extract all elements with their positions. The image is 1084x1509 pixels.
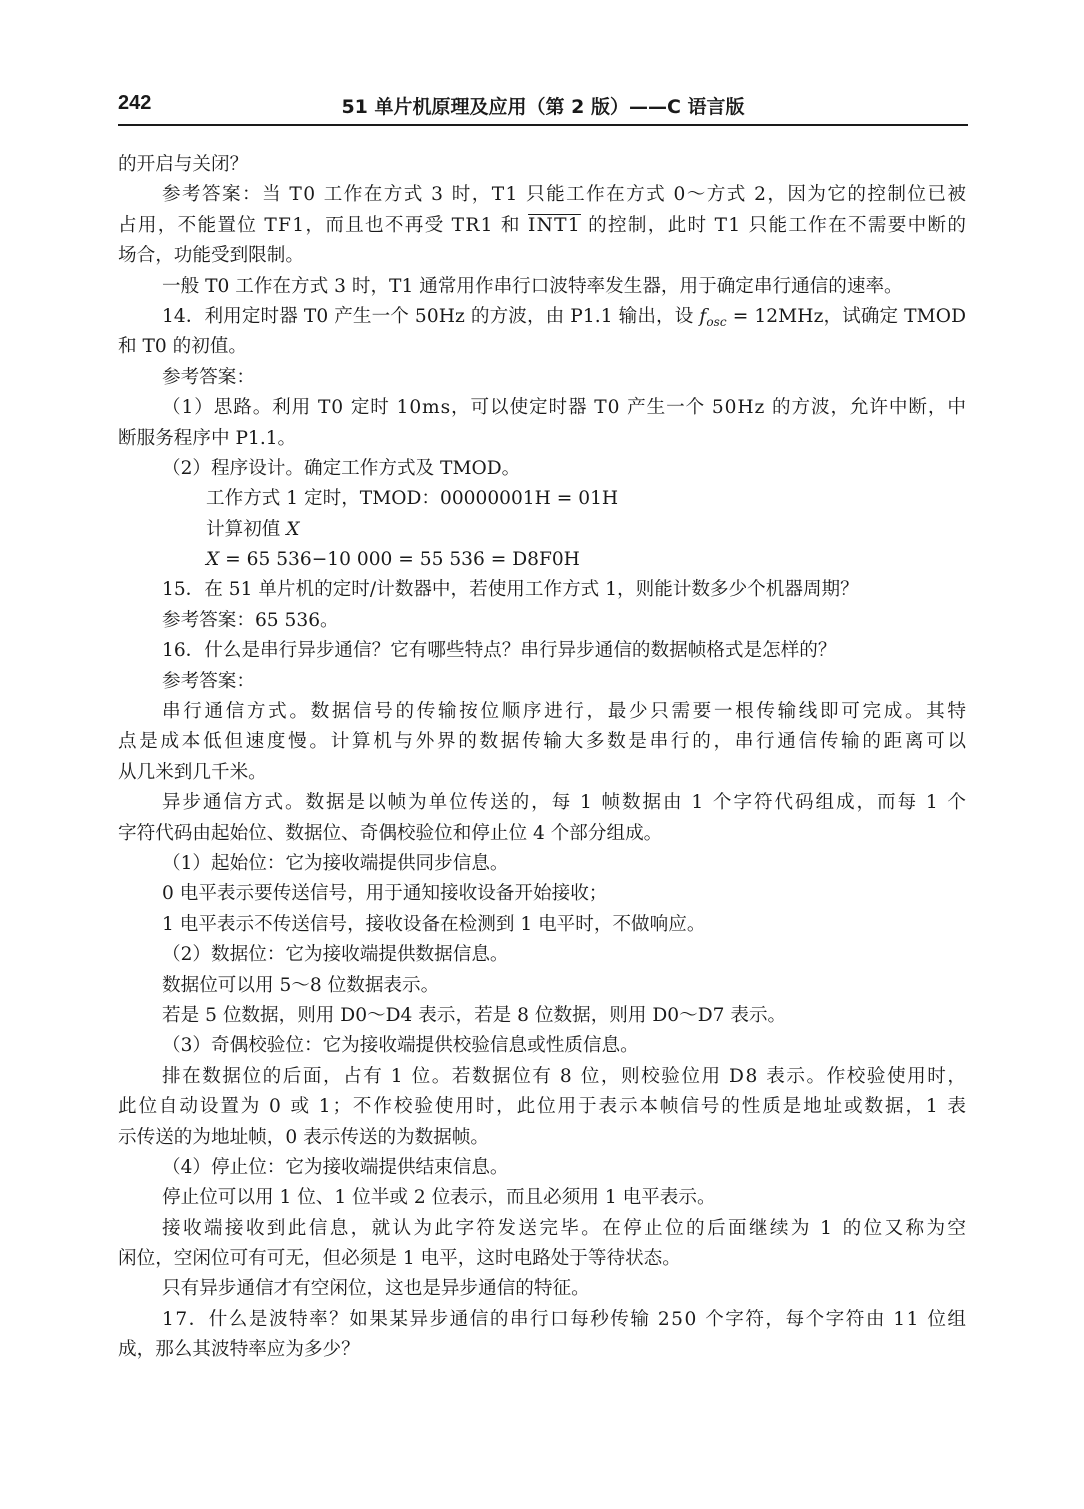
line-segment: （1）思路。利用 T0 定时 10ms，可以使定时器 T0 产生一个 50Hz 的方波，允许中断，中 — [162, 397, 967, 419]
line-segment: （3）奇偶校验位：它为接收端提供校验信息或性质信息。 — [162, 1035, 639, 1057]
text-line — [118, 727, 969, 757]
line-text — [162, 697, 969, 727]
line-segment: （2）程序设计。确定工作方式及 TMOD。 — [162, 457, 521, 479]
line-text — [118, 758, 267, 788]
text-line — [118, 819, 966, 849]
line-text — [162, 1031, 639, 1061]
text-line — [118, 454, 966, 484]
line-text — [162, 393, 967, 423]
line-text — [118, 1244, 681, 1274]
line-segment: 工作方式 1 定时，TMOD：00000001H = 01H — [206, 488, 619, 510]
line-text — [118, 727, 969, 757]
line-segment: 的开启与关闭？ — [118, 154, 249, 175]
line-text — [118, 1123, 489, 1153]
text-line — [118, 697, 969, 727]
line-text — [118, 332, 247, 362]
line-segment: 接收端接收到此信息，就认为此字符发送完毕。在停止位的后面继续为 1 的位又称为空 — [162, 1217, 969, 1239]
line-segment: 字符代码由起始位、数据位、奇偶校验位和停止位 4 个部分组成。 — [118, 822, 663, 844]
line-text — [118, 241, 304, 271]
line-segment: （2）数据位：它为接收端提供数据信息。 — [162, 944, 509, 966]
line-segment: 的控制，此时 T1 只能工作在不需要中断的 — [580, 214, 968, 236]
text-line — [118, 424, 966, 454]
text-line — [118, 272, 966, 302]
line-text — [206, 484, 618, 514]
line-segment: （4）停止位：它为接收端提供结束信息。 — [162, 1156, 509, 1178]
line-text — [162, 454, 520, 484]
math-variable: X — [206, 549, 220, 571]
line-text — [162, 1001, 786, 1031]
text-line — [118, 667, 966, 697]
text-line — [118, 1092, 966, 1122]
text-line — [118, 302, 966, 332]
line-segment: 此位自动设置为 0 或 1；不作校验使用时，此位用于表示本帧信号的性质是地址或数据，1 表 — [118, 1096, 968, 1118]
line-text — [162, 1274, 590, 1304]
line-segment: 14．利用定时器 T0 产生一个 50Hz 的方波，由 P1.1 输出，设 — [162, 305, 700, 327]
line-segment: 占用，不能置位 TF1，而且也不再受 TR1 和 — [118, 214, 528, 236]
text-line — [118, 1305, 966, 1335]
text-line — [118, 1274, 966, 1304]
math-variable: f — [699, 305, 707, 327]
running-title: 51 单片机原理及应用（第 2 版）——C 语言版 — [341, 96, 745, 118]
line-segment: 15．在 51 单片机的定时/计数器中，若使用工作方式 1，则能计数多少个机器周期？ — [162, 579, 859, 601]
line-text — [206, 515, 300, 545]
text-line — [118, 1062, 966, 1092]
page-body — [118, 150, 969, 1366]
line-segment: 数据位可以用 5～8 位数据表示。 — [162, 974, 440, 996]
line-segment: 成，那么其波特率应为多少？ — [118, 1339, 360, 1361]
line-segment: 只有异步通信才有空闲位，这也是异步通信的特征。 — [162, 1278, 590, 1300]
line-segment: 参考答案： — [162, 366, 255, 388]
math-variable: X — [286, 518, 300, 540]
text-line — [118, 332, 966, 362]
text-line — [118, 788, 966, 818]
text-line — [118, 758, 966, 788]
line-text — [206, 545, 580, 575]
line-text — [162, 788, 968, 818]
line-text — [162, 1062, 968, 1092]
line-segment: 参考答案：当 T0 工作在方式 3 时，T1 只能工作在方式 0～方式 2，因为它的控制位已被 — [162, 184, 968, 206]
line-text — [118, 819, 662, 849]
line-segment: 一般 T0 工作在方式 3 时，T1 通常用作串行口波特率发生器，用于确定串行通信的速率。 — [162, 275, 903, 297]
subscript: osc — [706, 314, 727, 329]
line-segment: 若是 5 位数据，则用 D0～D4 表示，若是 8 位数据，则用 D0～D7 表示。 — [162, 1004, 787, 1026]
line-segment: 串行通信方式。数据信号的传输按位顺序进行，最少只需要一根传输线即可完成。其特 — [162, 701, 969, 723]
text-line — [118, 545, 966, 575]
line-segment: 参考答案：65 536。 — [162, 609, 339, 631]
text-line — [118, 211, 966, 241]
line-segment: = 65 536−10 000 = 55 536 = D8F0H — [219, 549, 580, 571]
line-text — [162, 1214, 968, 1244]
text-line — [118, 910, 966, 940]
line-text — [162, 667, 255, 697]
line-text — [118, 150, 248, 180]
page-number: 242 — [118, 92, 152, 114]
line-segment: 排在数据位的后面，占有 1 位。若数据位有 8 位，则校验位用 D8 表示。作校验使用时， — [162, 1065, 968, 1087]
line-text — [162, 272, 903, 302]
line-text — [162, 940, 509, 970]
text-line — [118, 1244, 966, 1274]
page-header — [118, 88, 968, 126]
line-segment: 点是成本低但速度慢。计算机与外界的数据传输大多数是串行的，串行通信传输的距离可以 — [118, 731, 969, 753]
line-text — [162, 1183, 716, 1213]
text-line — [118, 1153, 966, 1183]
line-text — [162, 849, 509, 879]
line-segment: = 12MHz，试确定 TMOD — [726, 305, 967, 327]
line-segment: 计算初值 — [206, 518, 287, 540]
text-line — [118, 1214, 969, 1244]
line-text — [162, 910, 705, 940]
text-line — [118, 636, 966, 666]
line-text — [162, 1305, 967, 1335]
line-text — [118, 211, 967, 241]
line-text — [162, 180, 967, 210]
text-line — [118, 180, 966, 210]
text-line — [118, 1183, 966, 1213]
line-segment: 闲位，空闲位可有可无，但必须是 1 电平，这时电路处于等待状态。 — [118, 1248, 681, 1270]
overlined-symbol: INT1 — [528, 214, 581, 236]
line-text — [162, 575, 859, 605]
line-text — [162, 606, 339, 636]
text-line — [118, 606, 966, 636]
line-text — [118, 1335, 360, 1365]
line-segment: 示传送的为地址帧，0 表示传送的为数据帧。 — [118, 1126, 490, 1148]
text-line — [118, 1031, 966, 1061]
line-text — [162, 636, 836, 666]
line-segment: 停止位可以用 1 位、1 位半或 2 位表示，而且必须用 1 电平表示。 — [162, 1187, 716, 1209]
line-segment: （1）起始位：它为接收端提供同步信息。 — [162, 852, 509, 874]
text-line — [118, 849, 966, 879]
line-segment: 异步通信方式。数据是以帧为单位传送的，每 1 帧数据由 1 个字符代码组成，而每 1 个 — [162, 792, 968, 814]
line-segment: 和 T0 的初值。 — [118, 336, 248, 358]
text-line — [118, 971, 966, 1001]
line-segment: 1 电平表示不传送信号，接收设备在检测到 1 电平时，不做响应。 — [162, 913, 706, 935]
line-segment: 16．什么是串行异步通信？它有哪些特点？串行异步通信的数据帧格式是怎样的？ — [162, 640, 837, 662]
text-line — [118, 484, 966, 514]
line-segment: 参考答案： — [162, 670, 255, 692]
text-line — [118, 1123, 966, 1153]
text-line — [118, 363, 966, 393]
text-line — [118, 241, 966, 271]
line-text — [118, 1092, 968, 1122]
line-text — [162, 1153, 509, 1183]
line-segment: 场合，功能受到限制。 — [118, 245, 304, 267]
line-segment: 0 电平表示要传送信号，用于通知接收设备开始接收； — [162, 883, 608, 905]
line-segment: 断服务程序中 P1.1。 — [118, 427, 297, 449]
text-line — [118, 575, 966, 605]
line-segment: 从几米到几千米。 — [118, 761, 267, 783]
text-line — [118, 393, 966, 423]
text-line — [118, 940, 966, 970]
text-line — [118, 1335, 966, 1365]
line-text — [162, 363, 255, 393]
text-line — [118, 879, 966, 909]
text-line — [118, 150, 966, 180]
line-text — [118, 424, 296, 454]
line-segment: 17．什么是波特率？如果某异步通信的串行口每秒传输 250 个字符，每个字符由 11 位组 — [162, 1308, 968, 1330]
line-text — [162, 971, 439, 1001]
text-line — [118, 1001, 966, 1031]
line-text — [162, 879, 607, 909]
text-line — [118, 515, 966, 545]
